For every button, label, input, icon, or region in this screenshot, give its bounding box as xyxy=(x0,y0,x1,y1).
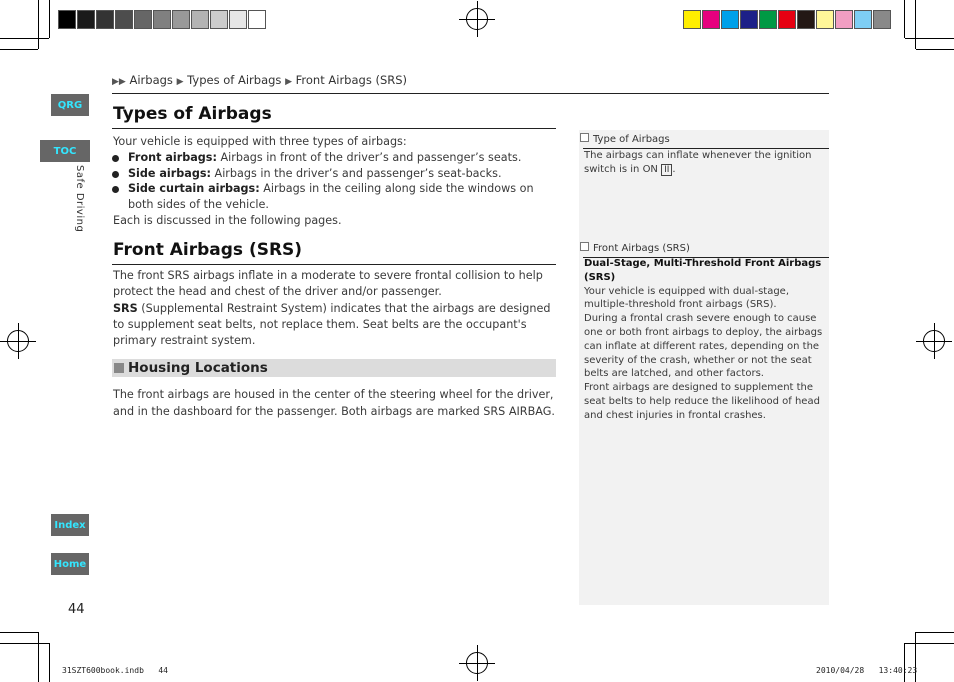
note-para-2: During a frontal crash severe enough to cause one or both front airbags to deploy, the airbags can inflate at different rates, depending on the severity of the crash, whether or not the seat belts are latched, and other factors. xyxy=(584,313,823,380)
color-swatch xyxy=(172,10,190,29)
color-swatch xyxy=(96,10,114,29)
bullet-term: Side airbags: xyxy=(128,167,211,180)
types-heading-rule xyxy=(112,128,556,129)
note-type-of-airbags-text xyxy=(584,149,826,177)
square-bullet-icon xyxy=(114,363,124,373)
color-swatch xyxy=(816,10,834,29)
registration-mark-right xyxy=(923,330,945,352)
bullet-text: Airbags in front of the driver’s and passenger’s seats. xyxy=(216,151,522,164)
note-head-label: Front Airbags (SRS) xyxy=(593,243,690,254)
bullet-text: Airbags in the driver’s and passenger’s seat-backs. xyxy=(210,167,502,180)
qrg-tab[interactable]: QRG xyxy=(51,94,89,116)
bullet-dot-icon xyxy=(112,155,119,162)
color-swatch xyxy=(229,10,247,29)
front-airbags-heading-rule xyxy=(112,264,556,265)
breadcrumb-link-types[interactable]: Types of Airbags xyxy=(187,73,282,87)
color-swatch xyxy=(721,10,739,29)
bullet-dot-icon xyxy=(112,186,119,193)
color-swatch xyxy=(191,10,209,29)
color-swatch xyxy=(58,10,76,29)
slug-file: 31SZT600book.indb 44 xyxy=(62,666,168,675)
bullet-text: Airbags in the ceiling along side the windows on both sides of the vehicle. xyxy=(128,182,534,211)
note-para-3: Front airbags are designed to supplement the seat belts to help reduce the likelihood of head and chest injuries in frontal crashes. xyxy=(584,382,820,421)
bullet-term: Side curtain airbags: xyxy=(128,182,260,195)
slug-timestamp: 2010/04/28 13:40:23 xyxy=(816,666,918,675)
note-front-airbags-text xyxy=(584,257,826,423)
note-text: The airbags can inflate whenever the ignition switch is in ON xyxy=(584,150,812,175)
home-tab[interactable]: Home xyxy=(51,553,89,575)
types-outro: Each is discussed in the following pages. xyxy=(113,214,342,227)
bullet-front-airbags xyxy=(112,150,552,166)
srs-definition: (Supplemental Restraint System) indicates that the airbags are designed to supplement seat belts, not replace them. Seat belts are the occupant's primary restraint system. xyxy=(113,302,551,348)
registration-mark-left xyxy=(7,330,29,352)
color-swatch xyxy=(835,10,853,29)
bullet-term: Front airbags: xyxy=(128,151,217,164)
color-swatch xyxy=(115,10,133,29)
registration-mark-bottom xyxy=(466,652,488,674)
color-swatch xyxy=(740,10,758,29)
note-icon xyxy=(580,133,589,142)
srs-term: SRS xyxy=(113,302,138,315)
color-swatch xyxy=(77,10,95,29)
front-para-1: The front SRS airbags inflate in a moderate to severe frontal collision to help protect the head and chest of the driver and/or passenger. xyxy=(113,269,543,299)
color-swatch xyxy=(797,10,815,29)
toc-tab[interactable]: TOC xyxy=(40,140,90,162)
color-swatch xyxy=(778,10,796,29)
note-type-of-airbags-head xyxy=(580,133,670,145)
color-swatch xyxy=(854,10,872,29)
note-para-1: Your vehicle is equipped with dual-stage, multiple-threshold front airbags (SRS). xyxy=(584,285,790,311)
chapter-label: Safe Driving xyxy=(74,165,85,233)
breadcrumb-arrow-icon: ▶ xyxy=(176,77,184,87)
types-intro: Your vehicle is equipped with three types of airbags: xyxy=(113,135,407,148)
housing-para: The front airbags are housed in the center of the steering wheel for the driver, and in the dashboard for the passenger. Both airbags are marked SRS AIRBAG. xyxy=(113,388,555,418)
front-para-2 xyxy=(113,301,553,350)
color-swatch xyxy=(153,10,171,29)
breadcrumb-arrow-icon: ▶▶ xyxy=(112,77,126,87)
color-swatch xyxy=(683,10,701,29)
subheading-label: Housing Locations xyxy=(128,360,268,376)
front-airbags-heading: Front Airbags (SRS) xyxy=(113,240,303,260)
bullet-dot-icon xyxy=(112,171,119,178)
color-swatch xyxy=(759,10,777,29)
breadcrumb-arrow-icon: ▶ xyxy=(285,77,292,87)
bullet-side-curtain-airbags xyxy=(112,181,552,213)
color-swatch xyxy=(210,10,228,29)
note-bold-heading: Dual-Stage, Multi-Threshold Front Airbags (SRS) xyxy=(584,258,822,283)
color-swatch xyxy=(702,10,720,29)
color-swatch xyxy=(873,10,891,29)
types-heading: Types of Airbags xyxy=(113,104,272,124)
header-rule xyxy=(112,93,829,94)
registration-mark-top xyxy=(466,8,488,30)
color-swatch xyxy=(134,10,152,29)
note-head-label: Type of Airbags xyxy=(593,134,670,145)
breadcrumb-link-airbags[interactable]: Airbags xyxy=(129,73,173,87)
breadcrumb xyxy=(112,73,407,87)
page-number: 44 xyxy=(68,602,85,617)
breadcrumb-current: Front Airbags (SRS) xyxy=(295,73,408,87)
note-text-end: . xyxy=(672,163,676,175)
bullet-side-airbags xyxy=(112,166,552,182)
housing-locations-subheading xyxy=(112,359,556,377)
note-front-airbags-head xyxy=(580,242,690,254)
index-tab[interactable]: Index xyxy=(51,514,89,536)
color-swatch xyxy=(248,10,266,29)
note-icon xyxy=(580,242,589,251)
ignition-switch-symbol: II xyxy=(661,164,672,176)
